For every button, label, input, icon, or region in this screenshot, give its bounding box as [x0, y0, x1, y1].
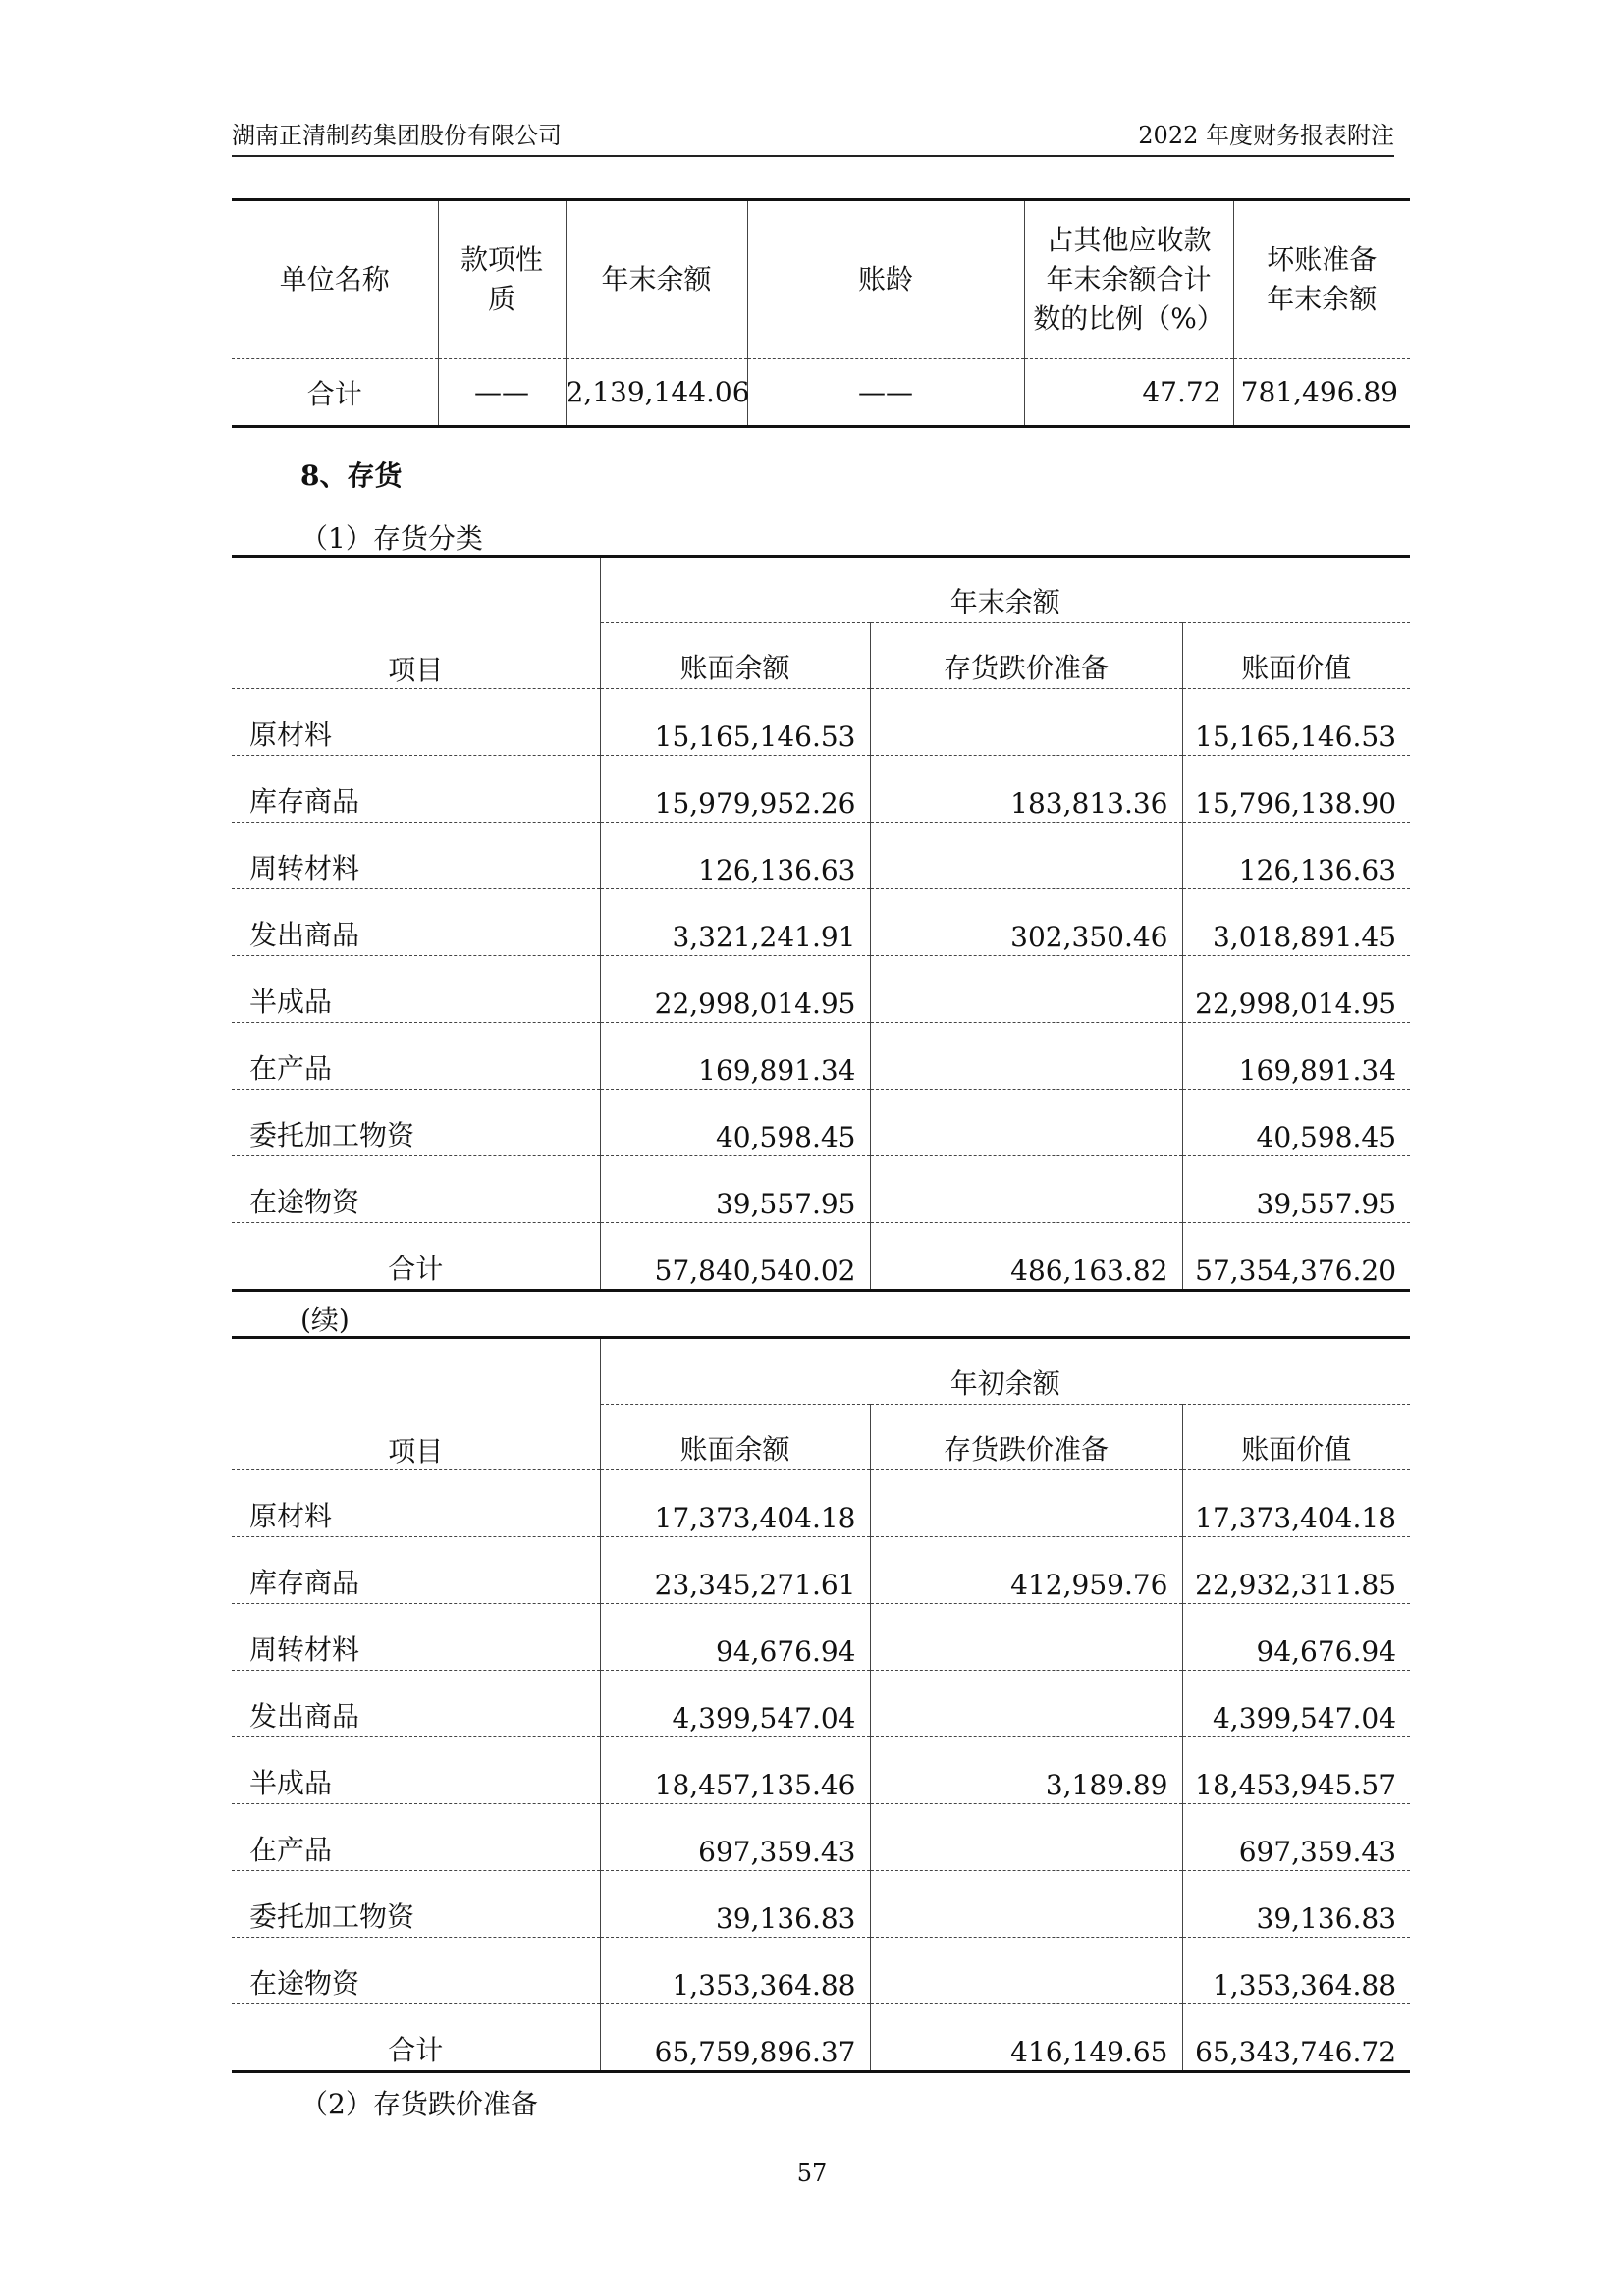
- table-cell: 94,676.94: [1182, 1604, 1410, 1671]
- row-label: 发出商品: [232, 1671, 600, 1737]
- table-cell: 183,813.36: [870, 756, 1182, 823]
- table-row: [232, 1470, 1410, 1537]
- row-label: 原材料: [232, 689, 600, 756]
- table-cell: 3,321,241.91: [600, 889, 870, 956]
- page-number: 57: [796, 2160, 828, 2187]
- table-cell: ——: [438, 359, 566, 427]
- total-label: 合计: [388, 2034, 444, 2066]
- table-row: [232, 1156, 1410, 1223]
- table-row: [232, 1737, 1410, 1804]
- table-cell: ——: [747, 359, 1024, 427]
- table-cell: 697,359.43: [1182, 1804, 1410, 1871]
- table-cell: 416,149.65: [870, 2004, 1182, 2072]
- table-row: [232, 1938, 1410, 2004]
- table-cell: 17,373,404.18: [1182, 1470, 1410, 1537]
- total-row: [232, 2004, 1410, 2072]
- table-cell: 412,959.76: [870, 1537, 1182, 1604]
- company-name: 湖南正清制药集团股份有限公司: [232, 122, 562, 149]
- table-row: [232, 1023, 1410, 1090]
- header-line: 占其他应收款: [1046, 224, 1212, 256]
- table-header-row: [232, 1338, 1410, 1405]
- table-row: [232, 1671, 1410, 1737]
- total-row: [232, 1223, 1410, 1291]
- item-header: 项目: [232, 557, 600, 689]
- table-cell: [870, 1871, 1182, 1938]
- table-cell: 57,840,540.02: [600, 1223, 870, 1291]
- row-label: 委托加工物资: [232, 1871, 600, 1938]
- subsection-title: （2）存货跌价准备: [300, 2088, 538, 2120]
- table-cell: 486,163.82: [870, 1223, 1182, 1291]
- table-cell: 697,359.43: [600, 1804, 870, 1871]
- table-cell: 15,796,138.90: [1182, 756, 1410, 823]
- table-cell: 15,979,952.26: [600, 756, 870, 823]
- table-cell: [870, 1090, 1182, 1156]
- page-header: [232, 116, 1394, 157]
- column-header: 账面余额: [600, 623, 870, 689]
- table-header-row: [232, 200, 1410, 359]
- table-cell: 17,373,404.18: [600, 1470, 870, 1537]
- table-cell: 47.72: [1024, 359, 1233, 427]
- table-header-row: [232, 557, 1410, 623]
- table-cell: 22,932,311.85: [1182, 1537, 1410, 1604]
- table-cell: 1,353,364.88: [1182, 1938, 1410, 2004]
- table-row: [232, 823, 1410, 889]
- header-line: 数的比例（%）: [1033, 302, 1224, 335]
- column-header: 账面价值: [1182, 1405, 1410, 1470]
- total-row: [232, 359, 1410, 427]
- table-cell: 3,189.89: [870, 1737, 1182, 1804]
- table-cell: 39,136.83: [600, 1871, 870, 1938]
- table-row: [232, 1537, 1410, 1604]
- table-row: [232, 889, 1410, 956]
- header-cell: [438, 200, 566, 359]
- table-row: [232, 1804, 1410, 1871]
- table-cell: 39,557.95: [600, 1156, 870, 1223]
- table-cell: 18,457,135.46: [600, 1737, 870, 1804]
- table-cell: 169,891.34: [1182, 1023, 1410, 1090]
- table-cell: [870, 1156, 1182, 1223]
- row-label: 周转材料: [232, 823, 600, 889]
- header-cell: 账龄: [747, 200, 1024, 359]
- table-cell: [870, 1671, 1182, 1737]
- table-row: [232, 1871, 1410, 1938]
- header-line: 坏账准备: [1267, 243, 1378, 276]
- row-label: 在产品: [232, 1804, 600, 1871]
- table-cell: [870, 1938, 1182, 2004]
- row-label: 原材料: [232, 1470, 600, 1537]
- table-cell: [870, 689, 1182, 756]
- inventory-end-table: [232, 555, 1410, 1292]
- table-cell: 3,018,891.45: [1182, 889, 1410, 956]
- table-cell: 94,676.94: [600, 1604, 870, 1671]
- table-cell: 169,891.34: [600, 1023, 870, 1090]
- table-body: [232, 689, 1410, 1223]
- header-cell: 年末余额: [566, 200, 747, 359]
- table-cell: [870, 1470, 1182, 1537]
- header-line: 年末余额合计: [1046, 263, 1212, 295]
- table-cell: 65,759,896.37: [600, 2004, 870, 2072]
- total-label: 合计: [388, 1253, 444, 1285]
- column-header: 存货跌价准备: [870, 623, 1182, 689]
- table-cell: 4,399,547.04: [1182, 1671, 1410, 1737]
- table-cell: 18,453,945.57: [1182, 1737, 1410, 1804]
- row-label: 半成品: [232, 1737, 600, 1804]
- group-header: 年末余额: [600, 557, 1410, 623]
- row-label: 周转材料: [232, 1604, 600, 1671]
- total-label: 合计: [306, 377, 362, 410]
- row-label: 半成品: [232, 956, 600, 1023]
- row-label: 发出商品: [232, 889, 600, 956]
- table-cell: 65,343,746.72: [1182, 2004, 1410, 2072]
- table-cell: 22,998,014.95: [1182, 956, 1410, 1023]
- group-header: 年初余额: [600, 1338, 1410, 1405]
- row-label: 在途物资: [232, 1938, 600, 2004]
- table-row: [232, 756, 1410, 823]
- table-cell: 39,557.95: [1182, 1156, 1410, 1223]
- section-title: 8、存货: [300, 459, 403, 492]
- column-header: 账面价值: [1182, 623, 1410, 689]
- table-cell: 126,136.63: [1182, 823, 1410, 889]
- table-body: [232, 1470, 1410, 2004]
- table-row: [232, 956, 1410, 1023]
- table-cell: 40,598.45: [600, 1090, 870, 1156]
- table-cell: 15,165,146.53: [600, 689, 870, 756]
- row-label: 委托加工物资: [232, 1090, 600, 1156]
- table-cell: 126,136.63: [600, 823, 870, 889]
- table-cell: [870, 1023, 1182, 1090]
- row-label: 在产品: [232, 1023, 600, 1090]
- table-cell: 39,136.83: [1182, 1871, 1410, 1938]
- table-row: [232, 1090, 1410, 1156]
- report-title: 2022 年度财务报表附注: [1138, 122, 1394, 149]
- header-line: 质: [487, 283, 515, 315]
- continued-label: (续): [300, 1304, 350, 1336]
- table-cell: [870, 823, 1182, 889]
- table-cell: 4,399,547.04: [600, 1671, 870, 1737]
- table-cell: 302,350.46: [870, 889, 1182, 956]
- table-cell: 781,496.89: [1233, 359, 1410, 427]
- header-line: 款项性: [460, 243, 543, 276]
- inventory-begin-table: [232, 1336, 1410, 2073]
- header-cell: [1024, 200, 1233, 359]
- table-cell: [870, 1804, 1182, 1871]
- row-label: 库存商品: [232, 1537, 600, 1604]
- table-cell: 40,598.45: [1182, 1090, 1410, 1156]
- table-row: [232, 1604, 1410, 1671]
- column-header: 账面余额: [600, 1405, 870, 1470]
- header-line: 年末余额: [1267, 283, 1378, 315]
- header-cell: 单位名称: [232, 200, 438, 359]
- table-row: [232, 689, 1410, 756]
- column-header: 存货跌价准备: [870, 1405, 1182, 1470]
- table-cell: 57,354,376.20: [1182, 1223, 1410, 1291]
- table-cell: 22,998,014.95: [600, 956, 870, 1023]
- row-label: 在途物资: [232, 1156, 600, 1223]
- header-cell: [1233, 200, 1410, 359]
- table-cell: 1,353,364.88: [600, 1938, 870, 2004]
- item-header: 项目: [232, 1338, 600, 1470]
- table-cell: 2,139,144.06: [566, 359, 747, 427]
- table-cell: [870, 1604, 1182, 1671]
- table-cell: 23,345,271.61: [600, 1537, 870, 1604]
- table-cell: [870, 956, 1182, 1023]
- subsection-title: （1）存货分类: [300, 522, 483, 555]
- table-cell: 15,165,146.53: [1182, 689, 1410, 756]
- other-receivables-table: [232, 198, 1410, 428]
- row-label: 库存商品: [232, 756, 600, 823]
